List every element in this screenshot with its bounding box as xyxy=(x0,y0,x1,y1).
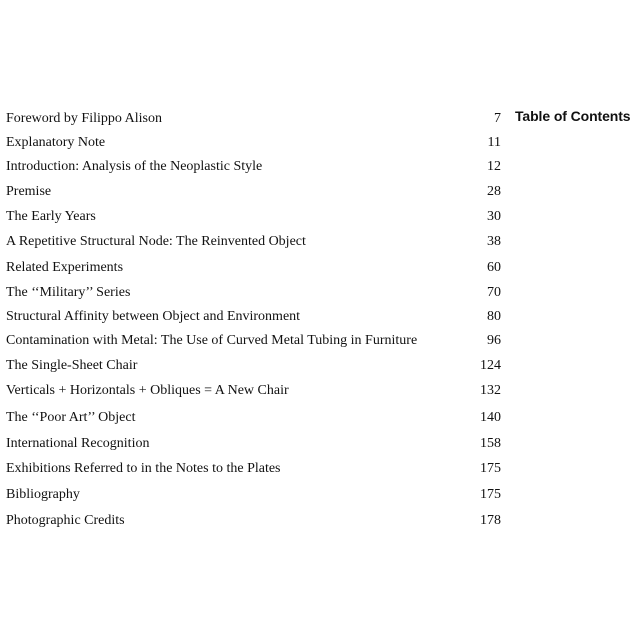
toc-entry-title: Exhibitions Referred to in the Notes to the Plates xyxy=(6,461,281,476)
toc-entry-title: Structural Affinity between Object and Environment xyxy=(6,309,301,324)
toc-entry xyxy=(6,207,501,227)
toc-entry xyxy=(6,182,501,202)
toc-entry-page: 70 xyxy=(487,285,501,300)
toc-entry-title: International Recognition xyxy=(6,436,150,451)
toc-entry xyxy=(6,381,501,401)
toc-entry-title: Explanatory Note xyxy=(6,135,106,150)
toc-entry xyxy=(6,511,501,531)
toc-entry-title: The Single-Sheet Chair xyxy=(6,358,138,373)
toc-entry-title: Premise xyxy=(6,184,52,199)
toc-entry-page: 28 xyxy=(487,184,501,199)
toc-entry-title: Related Experiments xyxy=(6,260,124,275)
toc-entry-title: The ‘‘Poor Art’’ Object xyxy=(6,410,136,425)
toc-entry-page: 96 xyxy=(487,333,501,348)
toc-entry-page: 158 xyxy=(480,436,501,451)
toc-entry-title: A Repetitive Structural Node: The Reinvented Object xyxy=(6,234,306,249)
toc-entry xyxy=(6,485,501,505)
toc-entry xyxy=(6,258,501,278)
toc-entry-page: 80 xyxy=(487,309,501,324)
toc-entry-page: 11 xyxy=(487,135,501,150)
toc-entry-title: Verticals + Horizontals + Obliques = A New Chair xyxy=(6,383,289,398)
toc-entry-title: Foreword by Filippo Alison xyxy=(6,111,162,126)
toc-entry-page: 132 xyxy=(480,383,501,398)
toc-entry-title: Bibliography xyxy=(6,487,80,502)
toc-entry xyxy=(6,331,501,351)
toc-entry-page: 124 xyxy=(480,358,501,373)
toc-entry-page: 12 xyxy=(487,159,501,174)
toc-entry xyxy=(6,109,501,129)
toc-entry-title: The ‘‘Military’’ Series xyxy=(6,285,131,300)
toc-entry xyxy=(6,157,501,177)
toc-entry-title: Photographic Credits xyxy=(6,513,125,528)
toc-entry xyxy=(6,356,501,376)
toc-entry-page: 30 xyxy=(487,209,501,224)
toc-entry xyxy=(6,408,501,428)
toc-entry xyxy=(6,307,501,327)
toc-entry-page: 175 xyxy=(480,461,501,476)
toc-entry-page: 140 xyxy=(480,410,501,425)
toc-entry-page: 7 xyxy=(494,111,501,126)
toc-entry xyxy=(6,434,501,454)
toc-entry-page: 60 xyxy=(487,260,501,275)
toc-entry-page: 178 xyxy=(480,513,501,528)
toc-entry xyxy=(6,283,501,303)
toc-entry xyxy=(6,232,501,252)
toc-heading: Table of Contents xyxy=(515,108,631,124)
toc-entry-page: 38 xyxy=(487,234,501,249)
toc-entry-title: Contamination with Metal: The Use of Curved Metal Tubing in Furniture xyxy=(6,333,418,348)
toc-entry-title: The Early Years xyxy=(6,209,96,224)
toc-entry xyxy=(6,133,501,153)
toc-entry xyxy=(6,459,501,479)
toc-entry-title: Introduction: Analysis of the Neoplastic Style xyxy=(6,159,263,174)
toc-entry-page: 175 xyxy=(480,487,501,502)
